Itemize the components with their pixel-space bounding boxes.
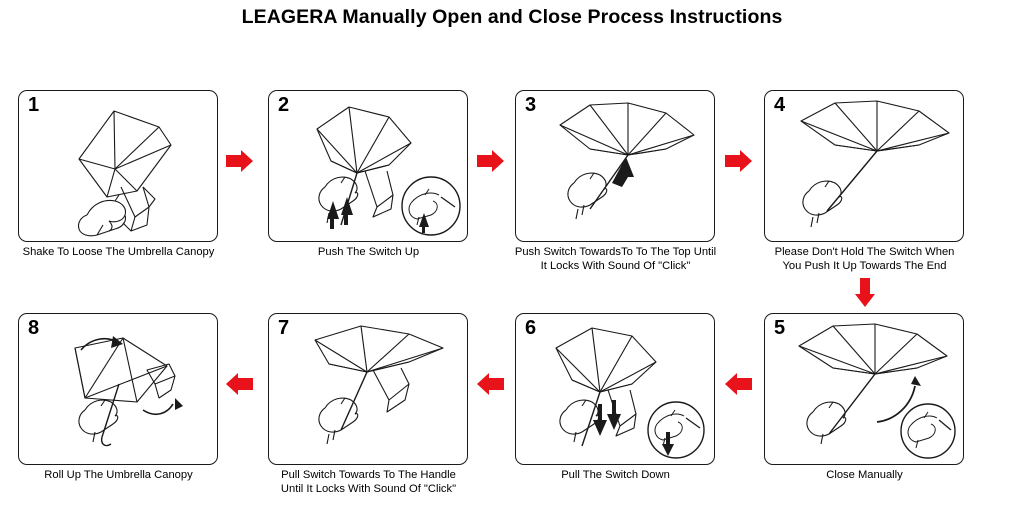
step-caption-4-line1: Please Don't Hold The Switch When	[774, 246, 955, 258]
step-illustration-6	[516, 314, 715, 465]
step-panel-5	[764, 313, 964, 465]
step-illustration-2	[269, 91, 468, 242]
step-caption-5: Close Manually	[826, 469, 903, 481]
step-number-6: 6	[525, 317, 537, 339]
step-illustration-8	[19, 314, 218, 465]
arrow-left-icon-6-7	[477, 373, 505, 395]
close-motion-arrow-head	[911, 376, 921, 386]
step-number-4: 4	[774, 94, 786, 116]
arrow-down-icon-4-5	[854, 278, 876, 308]
step-caption-2: Push The Switch Up	[317, 246, 420, 258]
step-caption-7-line1: Pull Switch Towards To The Handle	[281, 469, 456, 481]
step-illustration-1	[19, 91, 218, 242]
step-number-8: 8	[28, 317, 40, 339]
step-number-7: 7	[278, 317, 290, 339]
step-panel-4	[764, 90, 964, 242]
instruction-grid	[0, 90, 1024, 495]
step-caption-1: Shake To Loose The Umbrella Canopy	[22, 246, 215, 258]
step-panel-7	[268, 313, 468, 465]
step-caption-3-line1: Push Switch TowardsTo To The Top Until	[514, 246, 717, 258]
arrow-left-icon-7-8	[226, 373, 254, 395]
step-caption-3	[508, 246, 723, 273]
arrow-right-icon-3-4	[725, 150, 753, 172]
step-panel-3	[515, 90, 715, 242]
pull-down-arrow	[593, 400, 621, 436]
push-up-arrow	[327, 197, 353, 229]
step-caption-3-line2: It Locks With Sound Of "Click"	[540, 259, 691, 272]
step-illustration-3	[516, 91, 715, 242]
step-panel-8	[18, 313, 218, 465]
step-caption-8: Roll Up The Umbrella Canopy	[44, 469, 193, 481]
step-caption-6: Pull The Switch Down	[561, 469, 670, 481]
instruction-row-top	[0, 90, 1024, 285]
step-panel-2	[268, 90, 468, 242]
step-illustration-4	[765, 91, 964, 242]
page-title: LEAGERA Manually Open and Close Process Instructions	[241, 6, 783, 28]
step-panel-6	[515, 313, 715, 465]
step-caption-4	[757, 246, 972, 273]
instruction-row-bottom	[0, 313, 1024, 508]
detail-inset-6	[648, 402, 704, 458]
roll-arrow-head-top	[111, 336, 123, 348]
step-caption-7	[261, 469, 476, 496]
step-caption-7-line2: Until It Locks With Sound Of "Click"	[280, 482, 457, 495]
step-number-5: 5	[774, 317, 786, 339]
step-number-3: 3	[525, 94, 537, 116]
arrow-left-icon-5-6	[725, 373, 753, 395]
roll-arrow-head-bottom	[175, 398, 183, 410]
step-illustration-5	[765, 314, 964, 465]
detail-inset-5	[901, 404, 955, 458]
step-number-2: 2	[278, 94, 290, 116]
step-illustration-7	[269, 314, 468, 465]
arrow-right-icon-2-3	[477, 150, 505, 172]
detail-inset-2	[402, 177, 460, 235]
step-panel-1	[18, 90, 218, 242]
step-caption-4-line2: You Push It Up Towards The End	[782, 259, 947, 272]
arrow-right-icon-1-2	[226, 150, 254, 172]
step-number-1: 1	[28, 94, 40, 116]
